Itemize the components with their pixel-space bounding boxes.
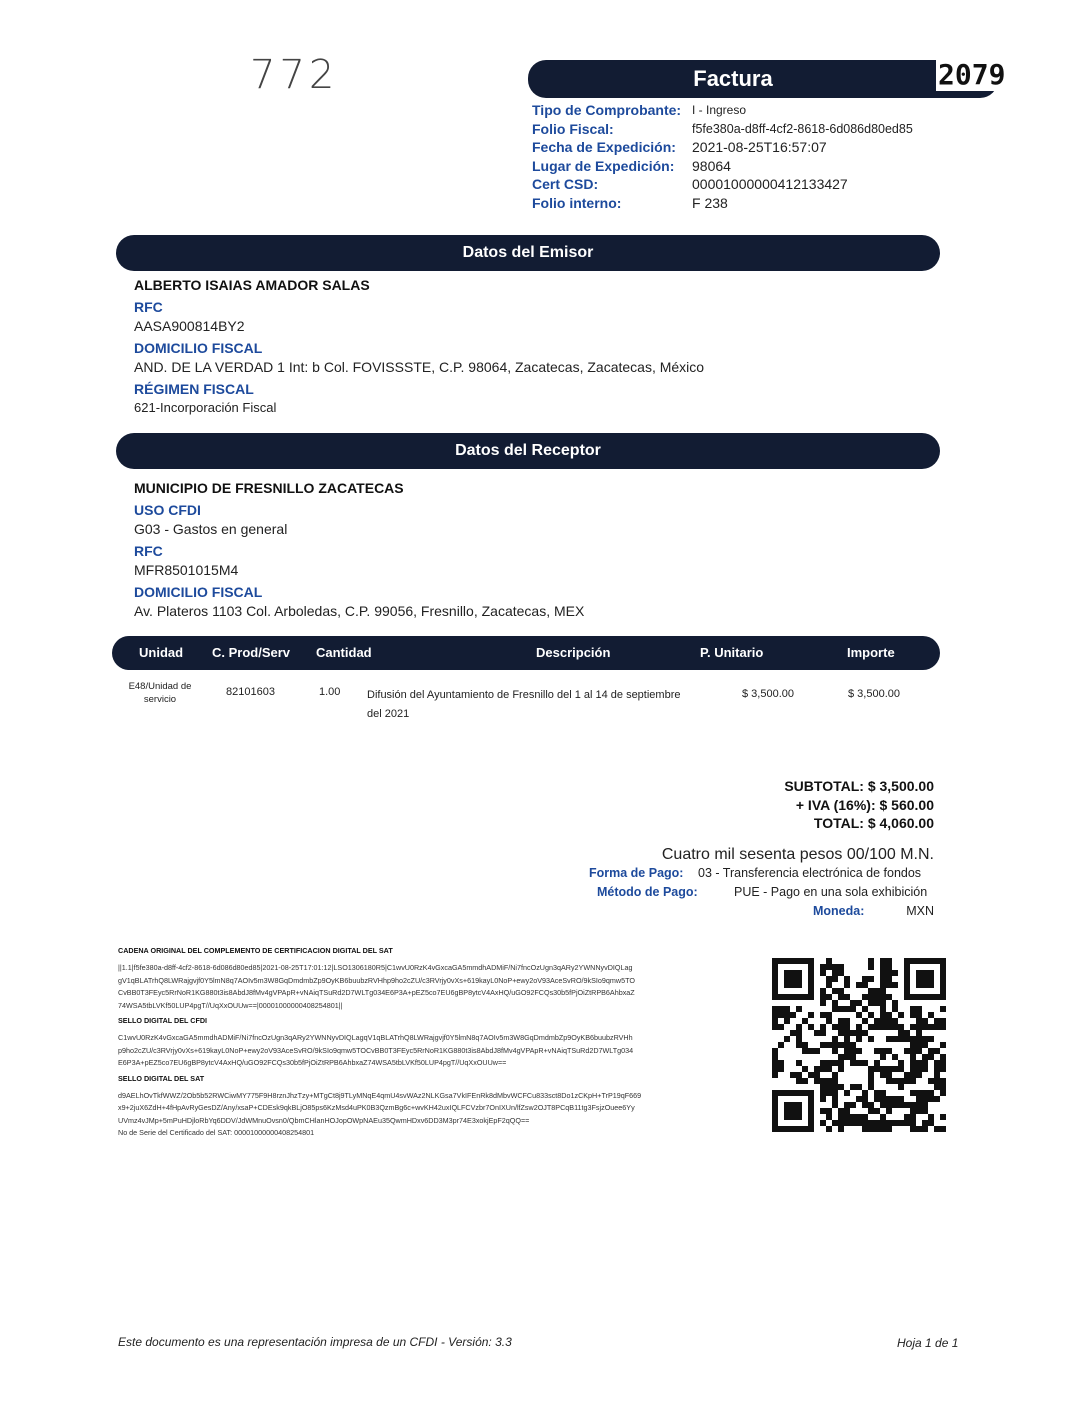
- cell-unitario: $ 3,500.00: [742, 688, 794, 700]
- forma-pago-value: 03 - Transferencia electrónica de fondos: [698, 866, 922, 880]
- amount-in-words: Cuatro mil sesenta pesos 00/100 M.N.: [661, 846, 934, 863]
- table-row: [112, 678, 940, 722]
- field-value: f5fe380a-d8ff-4cf2-8618-6d086d80ed85: [692, 121, 913, 136]
- iva: + IVA (16%): $ 560.00: [795, 796, 934, 813]
- header-fields: [532, 102, 952, 213]
- forma-pago-label: Forma de Pago:: [589, 866, 684, 880]
- cell-descripcion-line: Difusión del Ayuntamiento de Fresnillo del 1 al 14 de septiembre: [367, 689, 681, 701]
- forma-pago-row: [589, 866, 934, 885]
- receptor-name: MUNICIPIO DE FRESNILLO ZACATECAS: [134, 480, 404, 496]
- receptor-rfc-label: RFC: [134, 543, 163, 559]
- header-field-fecha: [532, 139, 952, 158]
- sello-sat-line: UVmz4vJMp+5mPuHDjloRbYq6DDV/JdWMnuOvsn0/QbmCHlanHOJopOWpNAEu35QwmHDxv6DD3M3pr74E3xokjEpF2qQQ==: [118, 1115, 530, 1125]
- totals-block: [634, 778, 934, 831]
- sello-cfdi-title: SELLO DIGITAL DEL CFDI: [118, 1016, 208, 1025]
- cell-unidad: [112, 680, 208, 706]
- receptor-uso: G03 - Gastos en general: [134, 521, 288, 537]
- emisor-block: [134, 277, 934, 415]
- cell-clave: 82101603: [226, 686, 275, 698]
- metodo-pago-label: Método de Pago:: [597, 885, 698, 899]
- col-descripcion: Descripción: [536, 645, 611, 660]
- page-number-stamp: 2079: [938, 58, 1006, 91]
- header-field-folio-fiscal: [532, 121, 952, 140]
- receptor-domicilio-label: DOMICILIO FISCAL: [134, 584, 263, 600]
- cell-cantidad: 1.00: [319, 686, 341, 698]
- header-field-cert: [532, 176, 952, 195]
- invoice-title: Factura: [693, 66, 773, 91]
- field-value: F 238: [692, 194, 728, 211]
- moneda-value: MXN: [906, 904, 934, 918]
- sello-cfdi-line: p9ho2cZU/c3RVrjy0vXs+619kayL0NoP+ewy2oV93AceSvRO/9kSIo9qmw5TOCvBB0T3FEyc5RrNoR1KG880t3is8AbdJ8fMv4gVPApR+vNAiqTSuRd2D7WLTg034: [118, 1045, 634, 1055]
- field-label: Tipo de Comprobante:: [532, 102, 682, 118]
- sello-cfdi-line: E6P3A+pEZ5co7EU6gBP8ytcV4AxHQ/uGO92FCQs30b5fPjOiZtRPB6AhbxaZ74WSA5tbLVKf50LUP4pgT//UqXxOUUw==: [118, 1058, 507, 1067]
- field-value: I - Ingreso: [692, 103, 747, 117]
- cell-unidad-line: E48/Unidad de: [128, 681, 192, 692]
- cell-descripcion: [367, 686, 707, 724]
- cadena-line: CvBB0T3FEyc5RrNoR1KG880t3is8AbdJ8fMv4gVPApR+vNAiqTSuRd2D7WLTg034E6P3A+pEZ5co7EU6gBP8ytcV4AxHQ/uGO92FCQs30b5fPjOiZtRPB6AhbxaZ: [118, 988, 635, 997]
- sello-sat-line: x9+2juX6ZdH+4fHpAvRyGesDZ/Any/xsaP+CDEsk9qkBLjO85ps6KzMsd4uPK0B3QzmBg6c+wvKH42uxIQLFCVzbr7OnIXUn/lfZsw2OJT8PCqB11tg3FsjzOuee6Yy: [118, 1103, 635, 1112]
- moneda-row: [589, 904, 934, 923]
- receptor-section-header: Datos del Receptor: [116, 433, 940, 469]
- emisor-section-header: Datos del Emisor: [116, 235, 940, 271]
- footer-note: Este documento es una representación impresa de un CFDI - Versión: 3.3: [118, 1335, 512, 1349]
- cell-importe: $ 3,500.00: [848, 688, 900, 700]
- emisor-regimen: 621-Incorporación Fiscal: [134, 400, 277, 415]
- emisor-rfc: AASA900814BY2: [134, 318, 245, 334]
- sello-sat-title: SELLO DIGITAL DEL SAT: [118, 1073, 205, 1083]
- receptor-block: [134, 480, 934, 619]
- field-label: Cert CSD:: [532, 176, 599, 192]
- field-label: Folio Fiscal:: [532, 120, 614, 137]
- cadena-line: ||1.1|f5fe380a-d8ff-4cf2-8618-6d086d80ed85|2021-08-25T17:01:12|LSO1306180R5|C1wvU0RzK4vGxcaGA5mmdhADMiF/Ni7fncOzUgn3qARy2YWNNyvDIQLag: [118, 963, 633, 972]
- handwritten-note: 772: [250, 52, 339, 98]
- emisor-regimen-label: RÉGIMEN FISCAL: [134, 381, 254, 397]
- col-unitario: P. Unitario: [700, 645, 764, 660]
- receptor-uso-label: USO CFDI: [134, 502, 201, 518]
- moneda-label: Moneda:: [813, 904, 865, 918]
- field-value: 00001000000412133427: [692, 176, 848, 192]
- receptor-domicilio: Av. Plateros 1103 Col. Arboledas, C.P. 99056, Fresnillo, Zacatecas, MEX: [134, 603, 585, 619]
- field-label: Lugar de Expedición:: [532, 157, 675, 174]
- cadena-title: CADENA ORIGINAL DEL COMPLEMENTO DE CERTIFICACION DIGITAL DEL SAT: [118, 946, 393, 955]
- items-table-header: [112, 636, 940, 670]
- metodo-pago-value: PUE - Pago en una sola exhibición: [734, 885, 928, 899]
- emisor-domicilio-label: DOMICILIO FISCAL: [134, 340, 263, 356]
- col-clave: C. Prod/Serv: [212, 645, 291, 660]
- cell-descripcion-line: del 2021: [367, 708, 410, 720]
- subtotal: SUBTOTAL: $ 3,500.00: [784, 778, 934, 794]
- field-value: 98064: [692, 157, 731, 174]
- header-field-lugar: [532, 158, 952, 177]
- cadena-line: gV1qBLATrhQ8LWRajgvjf0Y5lmN8q7AOIv5m3W8GqDmdmbZp9OyKB6buubzRVHhp9ho2cZU/c3RVrjy0vXs+619kayL0NoP+ewy2oV93AceSvRO/9kSIo9qmw5TO: [118, 975, 635, 985]
- receptor-rfc: MFR8501015M4: [134, 562, 239, 578]
- emisor-domicilio: AND. DE LA VERDAD 1 Int: b Col. FOVISSSTE, C.P. 98064, Zacatecas, Zacatecas, México: [134, 359, 705, 375]
- field-label: Folio interno:: [532, 194, 622, 211]
- page-indicator: Hoja 1 de 1: [897, 1336, 959, 1350]
- cell-unidad-line: servicio: [143, 694, 177, 705]
- field-label: Fecha de Expedición:: [532, 139, 676, 155]
- invoice-title-bar: [528, 60, 998, 98]
- col-importe: Importe: [847, 645, 895, 660]
- sat-block: [118, 946, 718, 1140]
- total: TOTAL: $ 4,060.00: [813, 815, 934, 831]
- field-value: 2021-08-25T16:57:07: [692, 139, 827, 155]
- header-field-tipo: [532, 102, 952, 121]
- col-cantidad: Cantidad: [316, 645, 372, 660]
- emisor-rfc-label: RFC: [134, 299, 163, 315]
- metodo-pago-row: [589, 885, 934, 904]
- header-field-folio-interno: [532, 195, 952, 214]
- serie-certificado: No de Serie del Certificado del SAT: 00001000000408254801: [118, 1128, 315, 1137]
- sello-cfdi-line: C1wvU0RzK4vGxcaGA5mmdhADMiF/Ni7fncOzUgn3qARy2YWNNyvDIQLagqV1qBLATrhQ8LWRajgvjf0Y5lmN8q7AOIv5m3W8GqDmdmbZp9OyKB6buubzRVHh: [118, 1033, 633, 1042]
- emisor-name: ALBERTO ISAIAS AMADOR SALAS: [134, 277, 370, 293]
- payment-info: [589, 866, 934, 923]
- cadena-line: 74WSA5tbLVKf50LUP4pgT//UqXxOUUw==|00001000000408254801||: [118, 1000, 343, 1010]
- sello-sat-line: d9AELhOvTkfWWZ/2Ob5b52RWCiwMY775F9H8rznJhzTzy+MTgCt8j9TLyMNqE4qmU4svWAz2NLKGsa7VkIFEnRk8dMbvWCFCu833sct8Do1zCKpH+TrP19qF669: [118, 1090, 642, 1100]
- col-unidad: Unidad: [139, 645, 184, 660]
- qr-code-icon: [772, 958, 946, 1132]
